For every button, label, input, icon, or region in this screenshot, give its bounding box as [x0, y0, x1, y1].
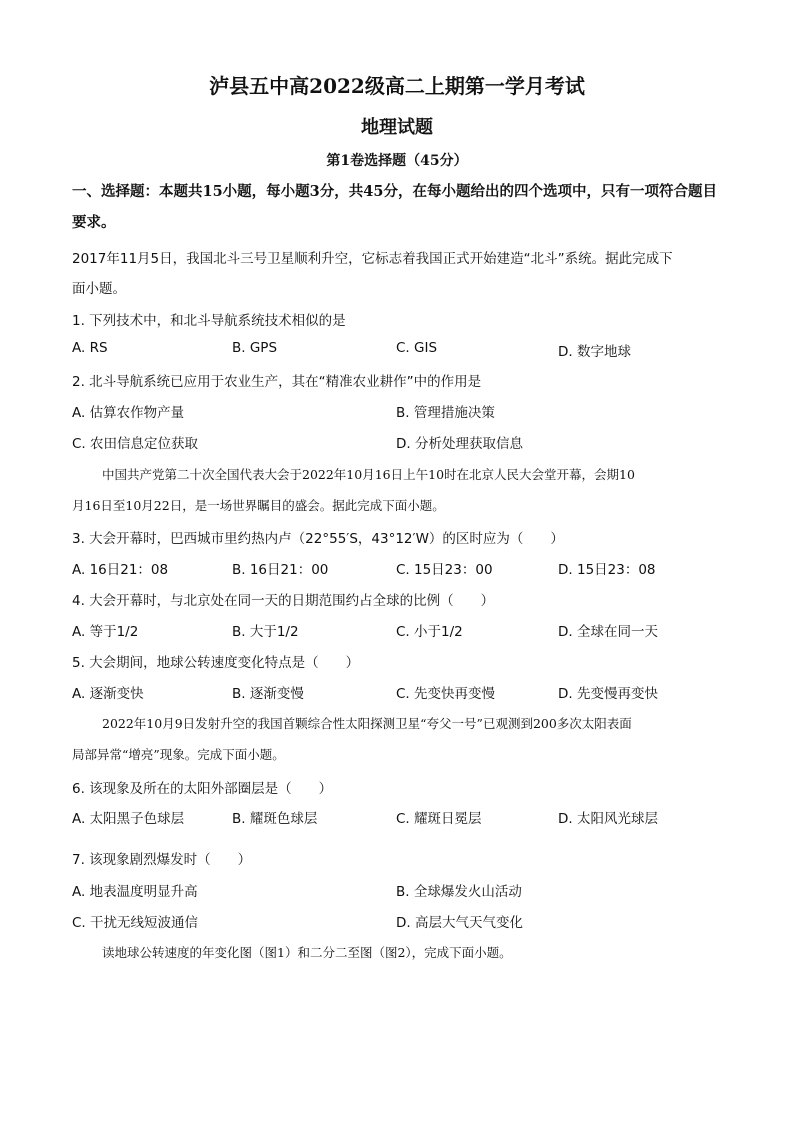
question-4-option-d: D. 全球在同一天	[558, 624, 658, 640]
material-4-line-1: 读地球公转速度的年变化图（图1）和二分二至图（图2），完成下面小题。	[102, 945, 512, 960]
material-2-line-2: 月16日至10月22日，是一场世界瞩目的盛会。据此完成下面小题。	[72, 498, 445, 513]
question-6-option-c: C. 耀斑日冕层	[396, 811, 482, 827]
question-5-stem: 5. 大会期间，地球公转速度变化特点是（ ）	[72, 655, 360, 671]
section-heading: 一、选择题：本题共15小题，每小题3分，共45分，在每小题给出的四个选项中，只有一项符合题目要求。	[72, 183, 717, 231]
question-6-option-a: A. 太阳黑子色球层	[72, 811, 185, 827]
question-7-option-c: C. 干扰无线短波通信	[72, 915, 199, 931]
question-2-option-b: B. 管理措施决策	[396, 405, 495, 421]
question-5-option-a: A. 逐渐变快	[72, 686, 144, 702]
question-7-option-d: D. 高层大气天气变化	[396, 915, 523, 931]
material-2-line-1: 中国共产党第二十次全国代表大会于2022年10月16日上午10时在北京人民大会堂开幕，会期10	[102, 467, 635, 482]
question-7-stem: 7. 该现象剧烈爆发时（ ）	[72, 852, 252, 868]
question-5-option-d: D. 先变慢再变快	[558, 686, 658, 702]
question-6-option-d: D. 太阳风光球层	[558, 811, 658, 827]
material-3-line-1: 2022年10月9日发射升空的我国首颗综合性太阳探测卫星“夸父一号”已观测到200多次太阳表面	[102, 716, 632, 731]
question-4-option-c: C. 小于1/2	[396, 624, 463, 640]
question-4-option-a: A. 等于1/2	[72, 624, 139, 640]
question-2-stem: 2. 北斗导航系统已应用于农业生产，其在“精准农业耕作”中的作用是	[72, 374, 482, 390]
question-1-option-b: B. GPS	[232, 340, 278, 356]
question-3-option-c: C. 15日23：00	[396, 562, 493, 578]
question-1-option-d: D. 数字地球	[558, 344, 631, 360]
material-3-line-2: 局部异常“增亮”现象。完成下面小题。	[72, 747, 285, 762]
question-5-option-b: B. 逐渐变慢	[232, 686, 304, 702]
question-3-option-d: D. 15日23：08	[558, 562, 656, 578]
question-3-option-a: A. 16日21：08	[72, 562, 169, 578]
question-4-option-b: B. 大于1/2	[232, 624, 299, 640]
volume-title: 第1卷选择题（45分）	[326, 153, 468, 169]
question-2-option-d: D. 分析处理获取信息	[396, 436, 523, 452]
question-1-option-a: A. RS	[72, 340, 108, 356]
question-5-option-c: C. 先变快再变慢	[396, 686, 496, 702]
question-2-option-a: A. 估算农作物产量	[72, 405, 185, 421]
question-3-stem: 3. 大会开幕时，巴西城市里约热内卢（22°55′S，43°12′W）的区时应为（ ）	[72, 531, 564, 547]
question-7-option-a: A. 地表温度明显升高	[72, 884, 198, 900]
material-1-line-1: 2017年11月5日，我国北斗三号卫星顺利升空，它标志着我国正式开始建造“北斗”系统。据此完成下	[72, 251, 673, 267]
question-1-stem: 1. 下列技术中，和北斗导航系统技术相似的是	[72, 313, 346, 329]
subject-title: 地理试题	[361, 117, 433, 138]
question-1-option-c: C. GIS	[396, 340, 438, 356]
exam-title: 泸县五中高2022级高二上期第一学月考试	[209, 74, 585, 98]
question-6-option-b: B. 耀斑色球层	[232, 811, 318, 827]
question-7-option-b: B. 全球爆发火山活动	[396, 884, 522, 900]
question-4-stem: 4. 大会开幕时，与北京处在同一天的日期范围约占全球的比例（ ）	[72, 593, 495, 609]
question-6-stem: 6. 该现象及所在的太阳外部圈层是（ ）	[72, 781, 333, 797]
question-2-option-c: C. 农田信息定位获取	[72, 436, 199, 452]
material-1-line-2: 面小题。	[72, 281, 126, 297]
question-3-option-b: B. 16日21：00	[232, 562, 329, 578]
